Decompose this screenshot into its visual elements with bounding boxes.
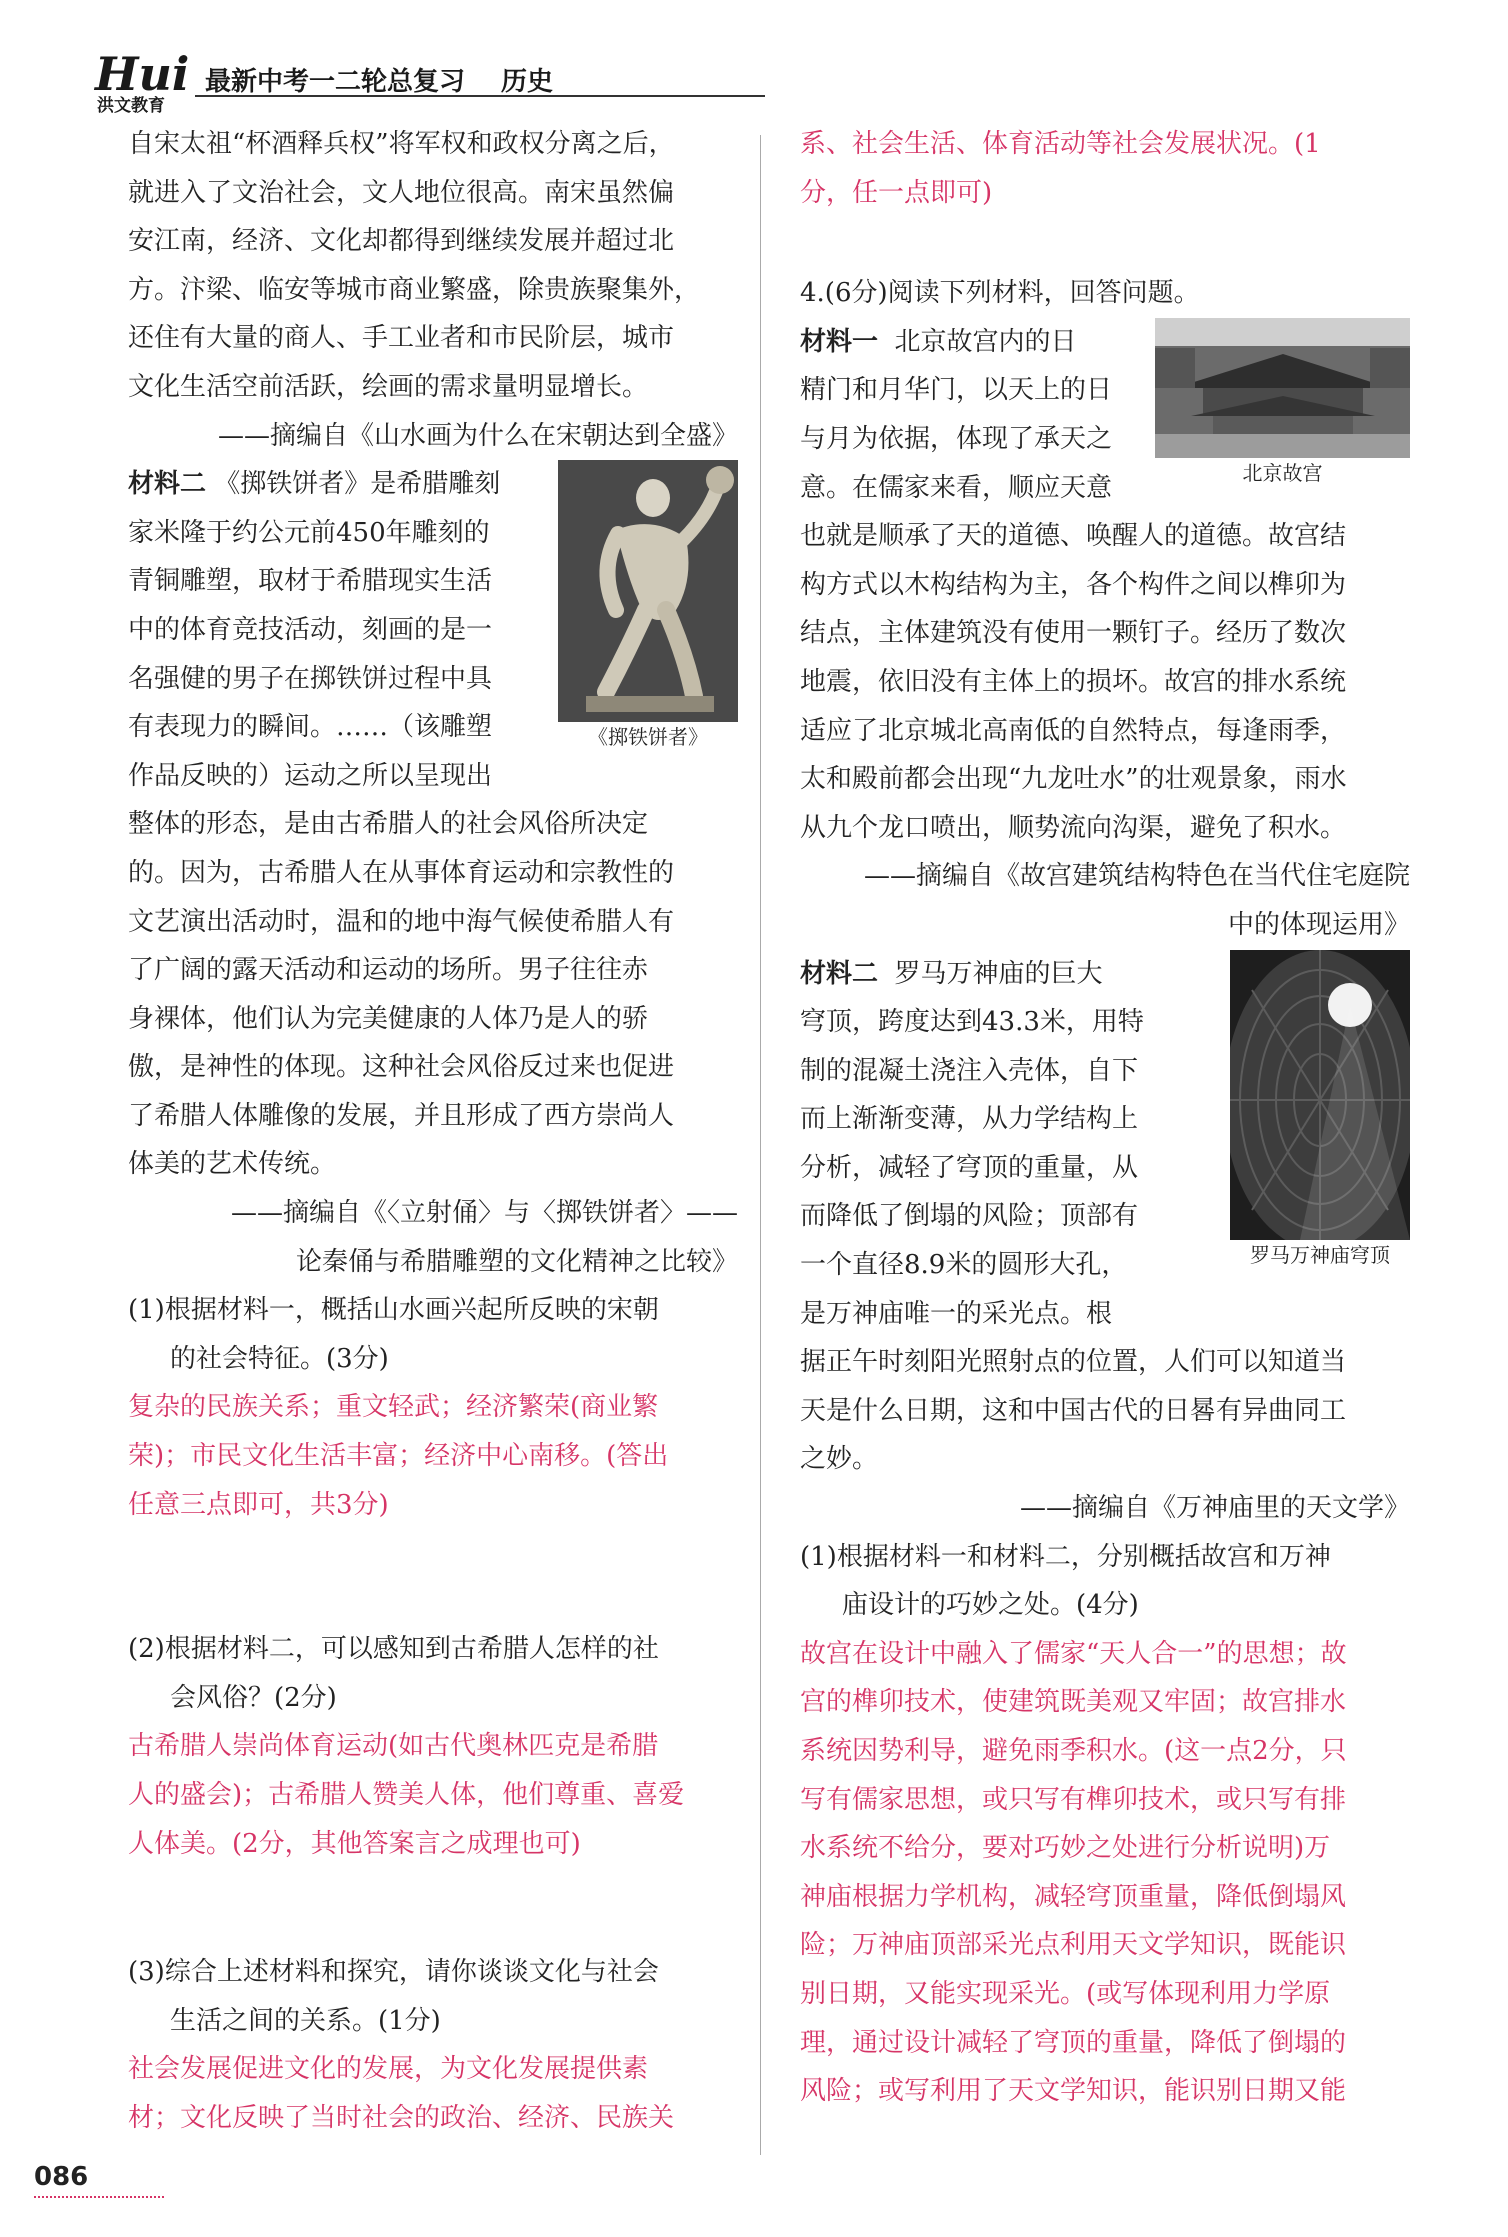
pantheon-image xyxy=(1230,950,1410,1240)
r-material-2-text: 材料二 罗马万神庙的巨大 穹顶，跨度达到43.3米，用特 制的混凝土浇注入壳体，自下 而上渐渐变薄，从力学结构上 分析，减轻了穹顶的重量，从 而降低了倒塌的风险；顶部有 一个直径8.9米的圆形大孔， 是万神庙唯一的采光点。根 据正午时刻阳光照射点的位置，人们可以知道当 天是什么日期，这和中国古代的日晷有异曲同工 之妙。 xyxy=(800,958,1347,1475)
r-question-1: (1)根据材料一和材料二，分别概括故宫和万神 庙设计的巧妙之处。(4分) xyxy=(800,1541,1331,1621)
forbidden-city-image xyxy=(1155,318,1410,458)
answer-3: 社会发展促进文化的发展，为文化发展提供素 材；文化反映了当时社会的政治、经济、民族关 xyxy=(128,2054,675,2133)
right-column xyxy=(800,120,1410,2116)
answer-1: 复杂的民族关系；重文轻武；经济繁荣(商业繁 荣)；市民文化生活丰富；经济中心南移。(答出 任意三点即可，共3分) xyxy=(128,1392,669,1520)
r-material-1-block xyxy=(800,318,1410,853)
page-header xyxy=(95,47,675,116)
question-3: (3)综合上述材料和探究，请你谈谈文化与社会 生活之间的关系。(1分) xyxy=(128,1957,659,2036)
pantheon-caption: 罗马万神庙穹顶 xyxy=(1250,1242,1390,1267)
question-2: (2)根据材料二，可以感知到古希腊人怎样的社 会风俗？(2分) xyxy=(128,1634,659,1713)
subject-label: 历史 xyxy=(501,67,554,97)
question-1: (1)根据材料一，概括山水画兴起所反映的宋朝 的社会特征。(3分) xyxy=(128,1295,659,1374)
pantheon-figure xyxy=(1230,950,1410,1270)
r-material-2-block xyxy=(800,950,1410,1485)
book-title: 最新中考一二轮总复习 历史 xyxy=(205,67,554,97)
page-number: 086 xyxy=(34,2162,89,2192)
answer-3-continued: 系、社会生活、体育活动等社会发展状况。(1 分，任一点即可) xyxy=(800,129,1321,208)
material-2-block xyxy=(128,460,738,1189)
question-4-title: 4.(6分)阅读下列材料，回答问题。 xyxy=(800,278,1200,309)
r-material-1-label: 材料一 xyxy=(800,326,879,357)
forbidden-city-caption: 北京故宫 xyxy=(1242,460,1323,485)
answer-2: 古希腊人崇尚体育运动(如古代奥林匹克是希腊 人的盛会)；古希腊人赞美人体，他们尊重、喜爱 人体美。(2分，其他答案言之成理也可) xyxy=(128,1731,685,1859)
forbidden-city-figure xyxy=(1155,318,1410,488)
discus-thrower-caption: 《掷铁饼者》 xyxy=(588,725,708,750)
header-rule xyxy=(195,95,765,97)
page-number-underline xyxy=(34,2196,164,2198)
material-2-text: 材料二 《掷铁饼者》是希腊雕刻 家米隆于约公元前450年雕刻的 青铜雕塑，取材于希腊现实生活 中的体育竞技活动，刻画的是一 名强健的男子在掷铁饼过程中具 有表现力的瞬间。……（该雕塑 作品反映的）运动之所以呈现出 整体的形态，是由古希腊人的社会风俗所决定 的。因为，古希腊人在从事体育运动和宗教性的 文艺演出活动时，温和的地中海气候使希腊人有 了广阔的露天活动和运动的场所。男子往往赤 身裸体，他们认为完美健康的人体乃是人的骄 傲，是神性的体现。这种社会风俗反过来也促进 了希腊人体雕像的发展，并且形成了西方崇尚人 体美的艺术传统。 xyxy=(128,469,675,1180)
publisher-logo-mark: Hui xyxy=(95,47,190,101)
publisher-logo-text: 洪文教育 xyxy=(97,96,165,116)
material-1-source: ——摘编自《山水画为什么在宋朝达到全盛》 xyxy=(217,420,738,451)
column-divider xyxy=(760,135,761,2155)
left-column xyxy=(128,120,738,2143)
material-2-source: ——摘编自《〈立射俑〉与〈掷铁饼者〉—— 论秦俑与希腊雕塑的文化精神之比较》 xyxy=(230,1198,738,1277)
material-2-label: 材料二 xyxy=(128,469,207,500)
material-1-text: 自宋太祖“杯酒释兵权”将军权和政权分离之后， 就进入了文治社会，文人地位很高。南宋虽然偏 安江南，经济、文化却都得到继续发展并超过北 方。汴梁、临安等城市商业繁盛，除贵族聚集外， 还住有大量的商人、手工业者和市民阶层，城市 文化生活空前活跃，绘画的需求量明显增长。 xyxy=(128,129,701,402)
discus-thrower-image xyxy=(558,460,738,722)
discus-thrower-figure xyxy=(558,460,738,752)
r-material-1-source: ——摘编自《故宫建筑结构特色在当代住宅庭院 中的体现运用》 xyxy=(863,861,1410,940)
r-material-2-label: 材料二 xyxy=(800,958,879,989)
r-answer-1: 故宫在设计中融入了儒家“天人合一”的思想；故 宫的榫卯技术，使建筑既美观又牢固；故宫排水 系统因势利导，避免雨季积水。(这一点2分，只 写有儒家思想，或只写有榫卯技术，或只写有排 水系统不给分，要对巧妙之处进行分析说明)万 神庙根据力学机构，减轻穹顶重量，降低倒塌风 险；万神庙顶部采光点利用天文学知识，既能识 别日期，又能实现采光。(或写体现利用力学原 理，通过设计减轻了穹顶的重量，降低了倒塌的 风险；或写利用了天文学知识，能识别日期又能 xyxy=(800,1638,1347,2107)
r-material-1-text: 材料一 北京故宫内的日 精门和月华门，以天上的日 与月为依据，体现了承天之 意。在儒家来看，顺应天意 也就是顺承了天的道德、唤醒人的道德。故宫结 构方式以木构结构为主，各个构件之间以榫卯为 结点，主体建筑没有使用一颗钉子。经历了数次 地震，依旧没有主体上的损坏。故宫的排水系统 适应了北京城北高南低的自然特点，每逢雨季， 太和殿前都会出现“九龙吐水”的壮观景象，雨水 从九个龙口喷出，顺势流向沟渠，避免了积水。 xyxy=(800,326,1347,843)
r-material-2-source: ——摘编自《万神庙里的天文学》 xyxy=(1019,1493,1410,1524)
